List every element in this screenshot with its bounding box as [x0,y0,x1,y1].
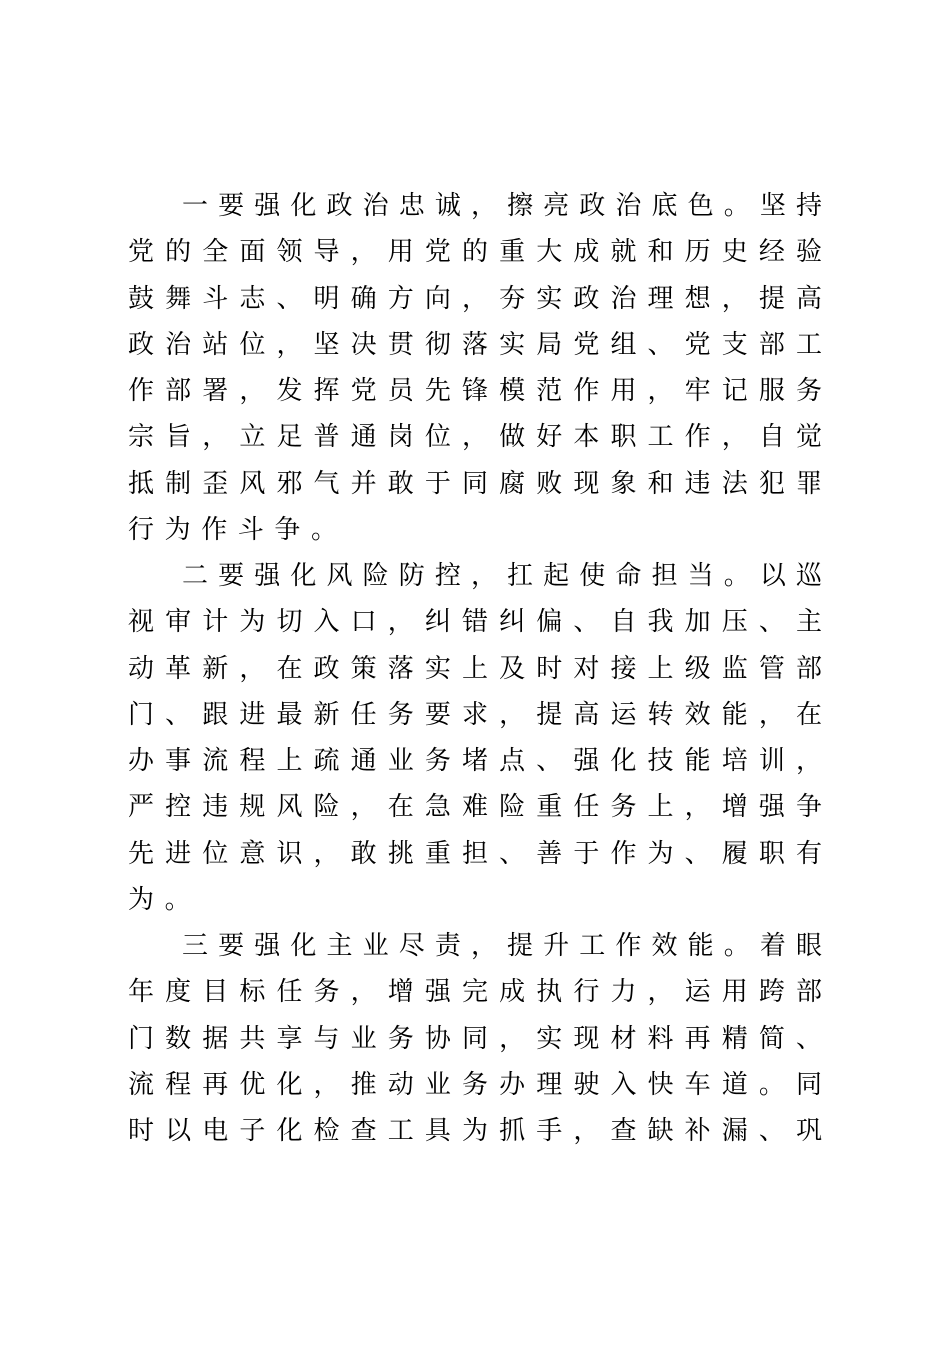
text-line: 政 治 站 位 ， 坚 决 贯 彻 落 实 局 党 组 、 党 支 部 工 [128,329,822,360]
text-line: 门 数 据 共 享 与 业 务 协 同 ， 实 现 材 料 再 精 简 、 [128,1023,822,1054]
text-line: 宗 旨 ， 立 足 普 通 岗 位 ， 做 好 本 职 工 作 ， 自 觉 [128,422,822,453]
text-line: 流 程 再 优 化 ， 推 动 业 务 办 理 驶 入 快 车 道 。 同 [128,1069,822,1100]
text-line: 抵 制 歪 风 邪 气 并 敢 于 同 腐 败 现 象 和 违 法 犯 罪 [128,468,822,499]
text-line: 视 审 计 为 切 入 口 ， 纠 错 纠 偏 、 自 我 加 压 、 主 [128,607,822,638]
text-line: 严 控 违 规 风 险 ， 在 急 难 险 重 任 务 上 ， 增 强 争 [128,792,822,823]
text-line: 年 度 目 标 任 务 ， 增 强 完 成 执 行 力 ， 运 用 跨 部 [128,977,822,1008]
text-line: 为。 [128,884,202,915]
text-line: 党 的 全 面 领 导 ， 用 党 的 重 大 成 就 和 历 史 经 验 [128,237,822,268]
text-line: 二 要 强 化 风 险 防 控 ， 扛 起 使 命 担 当 。 以 巡 [182,561,822,591]
text-line: 时 以 电 子 化 检 查 工 具 为 抓 手 ， 查 缺 补 漏 、 巩 [128,1116,822,1146]
paragraph-2 [128,553,822,923]
paragraph-1 [128,183,822,553]
text-line: 行为作斗争。 [128,514,348,545]
text-line: 鼓 舞 斗 志 、 明 确 方 向 ， 夯 实 政 治 理 想 ， 提 高 [128,283,822,314]
document-body [128,183,822,1154]
text-line: 一 要 强 化 政 治 忠 诚 ， 擦 亮 政 治 底 色 。 坚 持 [182,191,822,221]
text-line: 动 革 新 ， 在 政 策 落 实 上 及 时 对 接 上 级 监 管 部 [128,653,822,684]
paragraph-3 [128,923,822,1154]
text-line: 办 事 流 程 上 疏 通 业 务 堵 点 、 强 化 技 能 培 训 ， [128,746,822,776]
text-line: 先 进 位 意 识 ， 敢 挑 重 担 、 善 于 作 为 、 履 职 有 [128,838,822,869]
text-line: 门 、 跟 进 最 新 任 务 要 求 ， 提 高 运 转 效 能 ， 在 [128,699,822,730]
text-line: 三 要 强 化 主 业 尽 责 ， 提 升 工 作 效 能 。 着 眼 [182,931,822,961]
text-line: 作 部 署 ， 发 挥 党 员 先 锋 模 范 作 用 ， 牢 记 服 务 [128,376,822,406]
